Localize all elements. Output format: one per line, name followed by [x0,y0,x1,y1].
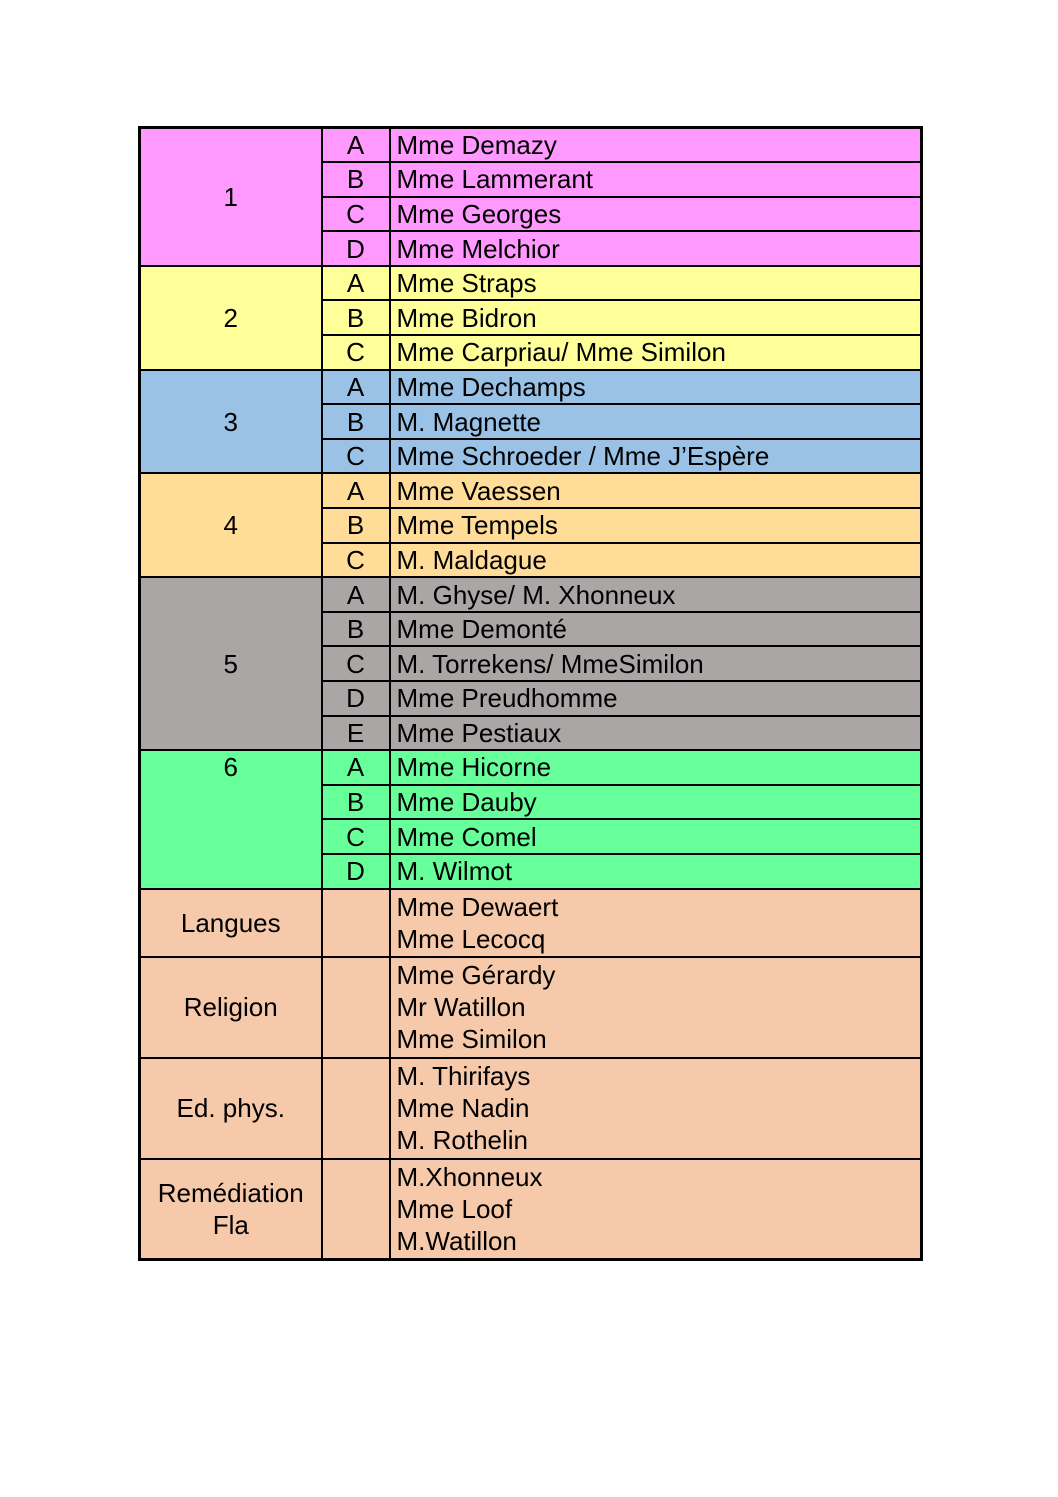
section-letter: A [322,128,390,163]
teacher-name: Mme Carpriau/ Mme Similon [390,335,922,370]
subject-teachers [390,1058,922,1159]
teacher-name: Mme Demonté [390,612,922,647]
section-letter: D [322,854,390,889]
table-row [140,473,922,508]
teacher-name: M. Magnette [390,404,922,439]
teacher-name: Mme Dechamps [390,370,922,405]
table-row [140,128,922,163]
teacher-name: Mme Gérardy [396,960,556,991]
subject-teachers [390,1159,922,1260]
section-letter: B [322,785,390,820]
teacher-name: Mme Hicorne [390,750,922,785]
grade-label: 4 [140,473,322,577]
teacher-name: Mme Lecocq [396,923,546,954]
teacher-name: Mme Similon [396,1024,547,1055]
grade-label: 6 [140,750,322,888]
subject-row [140,957,922,1058]
subject-teachers [390,957,922,1058]
section-letter: A [322,577,390,612]
teacher-name: Mme Loof [396,1193,513,1224]
subject-row [140,1058,922,1159]
teacher-name: Mme Preudhomme [390,681,922,716]
section-letter: A [322,266,390,301]
teacher-name: Mme Georges [390,197,922,232]
table-row [140,266,922,301]
teacher-name: M. Ghyse/ M. Xhonneux [390,577,922,612]
grade-label: 3 [140,370,322,474]
teacher-name: Mme Bidron [390,300,922,335]
section-letter: A [322,750,390,785]
teacher-name: M. Thirifays [396,1061,531,1092]
section-letter: B [322,162,390,197]
teacher-name: Mme Straps [390,266,922,301]
section-letter: B [322,508,390,543]
subject-label-line: Religion [183,992,278,1023]
teacher-name: Mme Melchior [390,231,922,266]
teacher-name: Mme Comel [390,819,922,854]
teacher-name: Mme Vaessen [390,473,922,508]
teacher-name: M.Xhonneux [396,1161,543,1192]
subject-teachers [390,889,922,957]
teacher-name: Mr Watillon [396,992,526,1023]
table-row [140,577,922,612]
section-letter: B [322,300,390,335]
subject-label [140,1159,322,1260]
section-letter: A [322,370,390,405]
subject-label [140,889,322,957]
teacher-name: Mme Pestiaux [390,716,922,751]
empty-section [322,1058,390,1159]
section-letter: C [322,439,390,474]
teacher-name: Mme Lammerant [390,162,922,197]
teacher-name: Mme Demazy [390,128,922,163]
subject-row [140,889,922,957]
section-letter: E [322,716,390,751]
teacher-name: Mme Dewaert [396,891,559,922]
table-row [140,750,922,785]
subject-label [140,957,322,1058]
subject-label-line: Remédiation [157,1177,304,1208]
empty-section [322,957,390,1058]
subject-row [140,1159,922,1260]
grade-label: 2 [140,266,322,370]
section-letter: A [322,473,390,508]
empty-section [322,889,390,957]
empty-section [322,1159,390,1260]
teacher-name: Mme Nadin [396,1093,530,1124]
section-letter: C [322,819,390,854]
subject-label-line: Ed. phys. [176,1093,285,1124]
teacher-name: Mme Dauby [390,785,922,820]
teacher-name: Mme Schroeder / Mme J’Espère [390,439,922,474]
section-letter: C [322,335,390,370]
grade-label: 5 [140,577,322,750]
section-letter: C [322,197,390,232]
subject-label [140,1058,322,1159]
teacher-name: Mme Tempels [390,508,922,543]
section-letter: C [322,543,390,578]
teacher-name: M. Wilmot [390,854,922,889]
section-letter: D [322,681,390,716]
grade-label: 1 [140,128,322,266]
subject-label-line: Langues [180,907,281,938]
section-letter: C [322,646,390,681]
section-letter: B [322,612,390,647]
class-teacher-table [138,126,923,1261]
subject-label-line: Fla [212,1209,249,1240]
teacher-name: M. Torrekens/ MmeSimilon [390,646,922,681]
section-letter: D [322,231,390,266]
table-row [140,370,922,405]
teacher-name: M.Watillon [396,1225,517,1256]
teacher-name: M. Maldague [390,543,922,578]
teacher-name: M. Rothelin [396,1125,528,1156]
section-letter: B [322,404,390,439]
